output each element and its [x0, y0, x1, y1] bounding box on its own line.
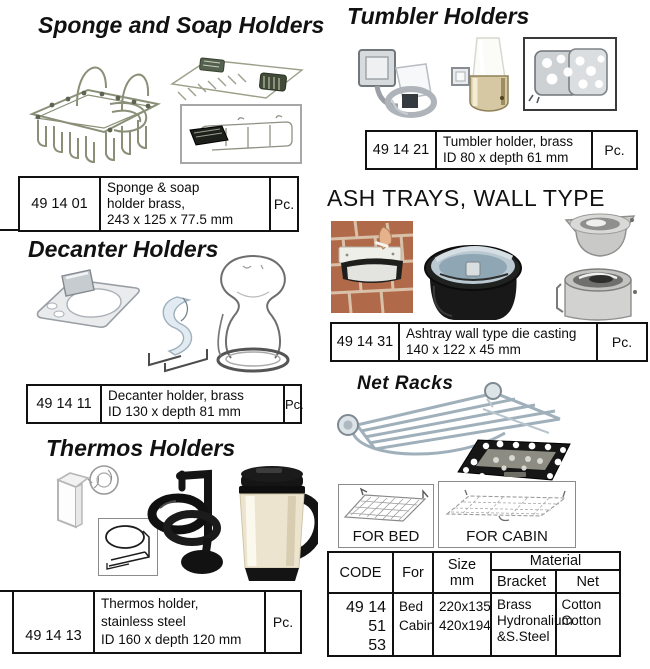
netracks-size-line2: 420x194 — [439, 618, 491, 633]
netracks-header-material: Material — [491, 552, 620, 570]
netracks-net-line2: Cotton — [561, 613, 602, 628]
for-bed-label: FOR BED — [352, 528, 420, 545]
section-title-thermos: Thermos Holders — [46, 435, 236, 461]
section-title-ashtray: ASH TRAYS, WALL TYPE — [327, 185, 605, 211]
ashtray-diecast-image — [416, 226, 528, 324]
ashtray-desc-line1: Ashtray wall type die casting — [406, 326, 577, 341]
ashtray-bowl-image — [556, 210, 644, 262]
tumbler-holder-image — [356, 42, 444, 122]
sponge-code: 49 14 01 — [19, 177, 100, 231]
soap-rack-inset-image — [180, 104, 302, 164]
for-bed-box — [338, 484, 434, 548]
netracks-bracket-line1: Brass — [497, 597, 532, 612]
section-title-sponge: Sponge and Soap Holders — [38, 12, 325, 38]
netracks-bracket-line3: &S.Steel — [497, 629, 550, 644]
for-cabin-label: FOR CABIN — [466, 528, 548, 545]
section-title-decanter: Decanter Holders — [28, 236, 219, 262]
netracks-bracket-line2: Hydronalium — [497, 613, 573, 628]
netracks-size-line1: 220x135 — [439, 599, 491, 614]
rule-extension — [0, 229, 19, 231]
sponge-table — [18, 176, 299, 232]
tumbler-unit: Pc. — [592, 131, 637, 169]
thermos-desc-line2: stainless steel — [101, 614, 186, 629]
tumbler-desc-line2: ID 80 x depth 61 mm — [443, 150, 569, 165]
tumbler-double-holder-image — [523, 37, 617, 111]
netracks-code-line2: 53 — [368, 637, 386, 654]
thermos-table — [12, 590, 302, 654]
section-title-netracks: Net Racks — [357, 373, 454, 394]
netracks-header-bracket: Bracket — [491, 570, 556, 593]
sponge-desc-line3: 243 x 125 x 77.5 mm — [107, 212, 234, 227]
netracks-bracket — [491, 593, 573, 656]
ashtray-code: 49 14 31 — [331, 323, 399, 361]
cup-holder-image — [146, 466, 234, 578]
soap-tray-image — [168, 48, 306, 104]
netracks-net — [556, 593, 621, 656]
tumbler-white-cup-image — [450, 36, 522, 124]
decanter-desc — [101, 385, 284, 423]
netracks-size — [433, 593, 491, 656]
decanter-code: 49 14 11 — [27, 385, 101, 423]
netracks-table — [327, 551, 621, 657]
ashtray-desc-line2: 140 x 122 x 45 mm — [406, 342, 521, 357]
netracks-net-line1: Cotton — [561, 597, 602, 612]
ashtray-wall-photo-image — [331, 221, 413, 313]
netracks-code — [328, 593, 393, 656]
tumbler-table — [365, 130, 638, 170]
for-cabin-box — [438, 481, 576, 548]
ashtray-table — [330, 322, 648, 362]
section-title-tumbler: Tumbler Holders — [347, 3, 530, 29]
netracks-header-net: Net — [556, 570, 621, 593]
thermos-desc — [94, 591, 265, 653]
sponge-basket-image — [22, 42, 167, 170]
tumbler-code: 49 14 21 — [366, 131, 436, 169]
sponge-desc-line1: Sponge & soap — [107, 180, 200, 195]
tumbler-desc — [436, 131, 592, 169]
netracks-code-line1: 49 14 51 — [345, 599, 386, 635]
netracks-header-size: Size mm — [433, 552, 491, 593]
thermos-desc-line3: ID 160 x depth 120 mm — [101, 632, 242, 647]
decanter-desc-line2: ID 130 x depth 81 mm — [108, 404, 241, 419]
decanter-table — [26, 384, 302, 424]
ashtray-unit: Pc. — [597, 323, 647, 361]
rule-extension — [0, 590, 13, 592]
tumbler-desc-line1: Tumbler holder, brass — [443, 134, 574, 149]
ashtray-desc — [399, 323, 597, 361]
decanter-glass-image — [203, 252, 303, 376]
decanter-desc-line1: Decanter holder, brass — [108, 388, 244, 403]
sponge-unit: Pc. — [270, 177, 298, 231]
thermos-unit: Pc. — [265, 591, 301, 653]
thermos-code: 49 14 13 — [13, 591, 94, 653]
netracks-for-line2: Cabin — [399, 618, 435, 633]
netracks-header-for: For — [393, 552, 433, 593]
thermos-desc-line1: Thermos holder, — [101, 596, 199, 611]
thermos-mug-image — [228, 460, 318, 592]
ashtray-cylinder-image — [551, 262, 643, 324]
sponge-desc-line2: holder brass, — [107, 196, 186, 211]
sponge-desc — [100, 177, 270, 231]
decanter-unit: Pc. — [284, 385, 301, 423]
netracks-header-code: CODE — [328, 552, 393, 593]
decanter-plate-image — [32, 262, 147, 334]
netracks-for-line1: Bed — [399, 599, 424, 614]
netracks-for — [393, 593, 433, 656]
net-tray-image — [452, 434, 578, 484]
